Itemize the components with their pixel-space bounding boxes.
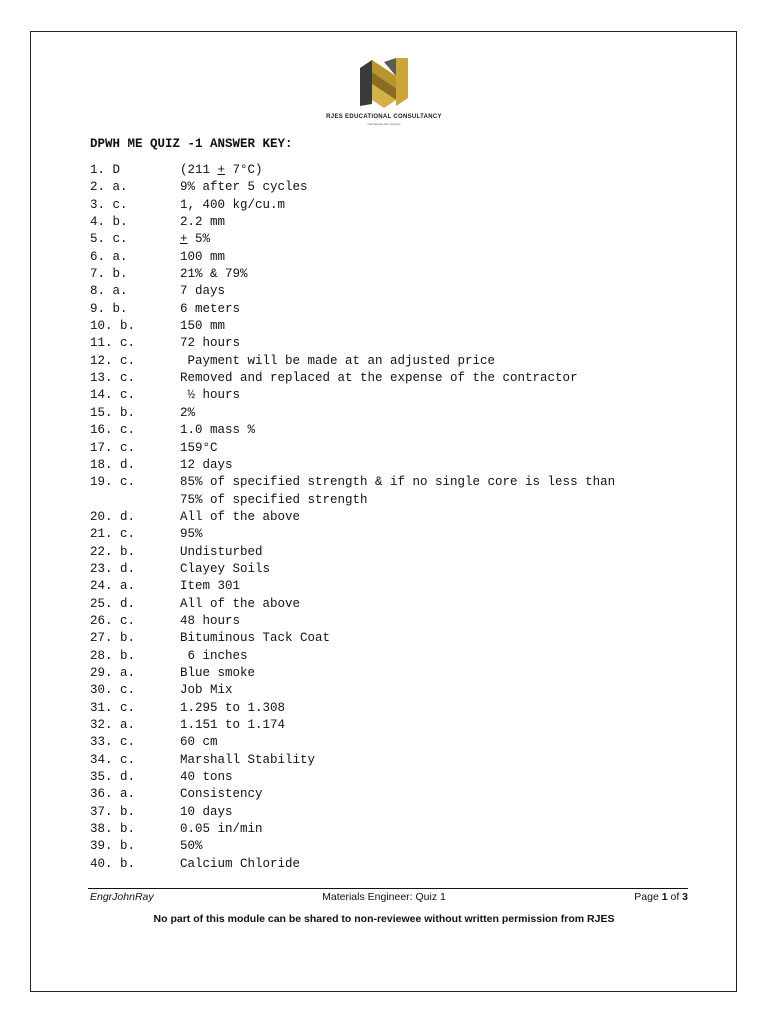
answer-row xyxy=(90,162,615,179)
answer-row xyxy=(90,526,615,543)
answer-row xyxy=(90,578,615,595)
answer-number: 23. d. xyxy=(90,561,136,576)
copyright-notice: No part of this module can be shared to non-reviewee without written permission from RJES xyxy=(153,913,615,925)
answer-text: Item 301 xyxy=(180,579,241,594)
answer-number: 37. b. xyxy=(90,804,136,819)
answer-number: 3. c. xyxy=(90,197,128,212)
answer-text-suffix: 7°C) xyxy=(225,163,263,177)
page-current: 1 xyxy=(661,891,668,903)
answer-text: Job Mix xyxy=(180,683,233,698)
answer-row xyxy=(90,682,615,699)
answer-text: Undisturbed xyxy=(180,544,263,559)
answer-row xyxy=(90,214,615,231)
answer-number: 8. a. xyxy=(90,284,128,299)
answer-row xyxy=(90,648,615,665)
answer-text: 50% xyxy=(180,839,203,854)
answer-text: 40 tons xyxy=(180,770,233,785)
answer-row xyxy=(90,630,615,647)
page-label: Page xyxy=(634,891,662,903)
answer-number: 35. d. xyxy=(90,770,136,785)
footer-divider xyxy=(88,888,688,889)
indent-spacer xyxy=(90,492,180,509)
answer-number: 29. a. xyxy=(90,665,136,680)
answer-number: 1. D xyxy=(90,163,121,177)
answer-number: 5. c. xyxy=(90,232,128,247)
answer-text: 10 days xyxy=(180,804,233,819)
answer-number: 20. d. xyxy=(90,509,136,524)
answer-row xyxy=(90,370,615,387)
answer-number: 33. c. xyxy=(90,735,136,750)
answer-row xyxy=(90,665,615,682)
answer-number: 27. b. xyxy=(90,631,136,646)
answer-number: 26. c. xyxy=(90,613,136,628)
answer-row xyxy=(90,405,615,422)
answer-text: 1.0 mass % xyxy=(180,423,256,438)
answer-number: 36. a. xyxy=(90,787,136,802)
answer-row xyxy=(90,318,615,335)
answer-number: 19. c. xyxy=(90,475,136,490)
answer-text: 21% & 79% xyxy=(180,267,248,282)
answer-text: 85% of specified strength & if no single core is less than xyxy=(180,475,616,490)
answer-row xyxy=(90,197,615,214)
answer-row xyxy=(90,561,615,578)
answer-text: Bituminous Tack Coat xyxy=(180,631,331,646)
answer-text: 9% after 5 cycles xyxy=(180,180,308,195)
answer-text: 159°C xyxy=(180,440,218,455)
answer-text: 6 inches xyxy=(180,648,248,663)
answer-row xyxy=(90,249,615,266)
brand-tagline: Our Review Our Journey xyxy=(367,122,401,126)
answer-row-continuation xyxy=(90,492,615,509)
answer-row xyxy=(90,769,615,786)
footer-course: Materials Engineer: Quiz 1 xyxy=(322,891,446,903)
page-total: 3 xyxy=(682,891,688,903)
answer-row xyxy=(90,335,615,352)
answer-number: 10. b. xyxy=(90,319,136,334)
answer-row xyxy=(90,301,615,318)
answer-text: 100 mm xyxy=(180,249,226,264)
answer-row xyxy=(90,474,615,491)
footer-author: EngrJohnRay xyxy=(90,891,154,903)
answer-row xyxy=(90,353,615,370)
answer-text: 150 mm xyxy=(180,319,226,334)
answer-row xyxy=(90,440,615,457)
answer-row xyxy=(90,509,615,526)
answer-number: 31. c. xyxy=(90,700,136,715)
answer-text: 1, 400 kg/cu.m xyxy=(180,197,286,212)
answer-text: ½ hours xyxy=(180,388,241,403)
answer-row xyxy=(90,804,615,821)
answer-number: 18. d. xyxy=(90,457,136,472)
answer-number: 38. b. xyxy=(90,822,136,837)
answer-number: 9. b. xyxy=(90,301,128,316)
answer-number: 12. c. xyxy=(90,353,136,368)
answer-text: Calcium Chloride xyxy=(180,856,301,871)
answer-text: Payment will be made at an adjusted price xyxy=(180,353,496,368)
page-of: of xyxy=(667,891,683,903)
answer-text: 1.295 to 1.308 xyxy=(180,700,286,715)
answer-row xyxy=(90,283,615,300)
answer-number: 15. b. xyxy=(90,405,136,420)
answer-text: 72 hours xyxy=(180,336,241,351)
answer-text: Blue smoke xyxy=(180,665,256,680)
answer-text: Marshall Stability xyxy=(180,752,316,767)
answer-number: 21. c. xyxy=(90,527,136,542)
answer-number: 13. c. xyxy=(90,371,136,386)
answer-row xyxy=(90,786,615,803)
answer-text xyxy=(180,231,210,248)
answer-text-suffix: 5% xyxy=(187,232,211,247)
answer-row xyxy=(90,821,615,838)
answer-row xyxy=(90,179,615,196)
answer-list xyxy=(90,162,615,873)
answer-text: Consistency xyxy=(180,787,263,802)
answer-text: 12 days xyxy=(180,457,233,472)
answer-text: Removed and replaced at the expense of the contractor xyxy=(180,371,578,386)
answer-number: 32. a. xyxy=(90,718,136,732)
answer-text: 48 hours xyxy=(180,613,241,628)
rjes-logo-icon xyxy=(356,54,412,110)
answer-text: 0.05 in/min xyxy=(180,822,263,837)
answer-text: 1.151 to 1.174 xyxy=(180,718,286,732)
answer-number: 16. c. xyxy=(90,423,136,438)
answer-number: 39. b. xyxy=(90,839,136,854)
answer-row xyxy=(90,856,615,873)
answer-number: 24. a. xyxy=(90,579,136,594)
answer-text: 6 meters xyxy=(180,301,241,316)
answer-text: 2% xyxy=(180,405,196,420)
answer-number: 30. c. xyxy=(90,683,136,698)
answer-text-prefix: (211 xyxy=(180,163,218,177)
plus-minus-sign: + xyxy=(217,163,226,177)
answer-number: 7. b. xyxy=(90,267,128,282)
answer-number: 14. c. xyxy=(90,388,136,403)
answer-number: 40. b. xyxy=(90,856,136,871)
answer-text: 95% xyxy=(180,527,203,542)
answer-row xyxy=(90,717,615,734)
answer-row xyxy=(90,266,615,283)
answer-number: 11. c. xyxy=(90,336,136,351)
answer-text xyxy=(180,162,263,179)
answer-text: All of the above xyxy=(180,509,301,524)
answer-row xyxy=(90,838,615,855)
answer-text: 75% of specified strength xyxy=(180,492,368,507)
answer-number: 4. b. xyxy=(90,215,128,230)
answer-number: 6. a. xyxy=(90,249,128,264)
plus-minus-sign: + xyxy=(180,232,188,247)
answer-number: 28. b. xyxy=(90,648,136,663)
answer-text: All of the above xyxy=(180,596,301,611)
answer-row xyxy=(90,457,615,474)
answer-text: 60 cm xyxy=(180,735,218,750)
page-title: DPWH ME QUIZ -1 ANSWER KEY: xyxy=(90,137,293,151)
answer-text: Clayey Soils xyxy=(180,561,271,576)
answer-row xyxy=(90,544,615,561)
answer-number: 34. c. xyxy=(90,752,136,767)
answer-row xyxy=(90,752,615,769)
answer-row xyxy=(90,387,615,404)
answer-number: 2. a. xyxy=(90,180,128,195)
footer-page-number xyxy=(634,891,688,903)
brand-name: RJES EDUCATIONAL CONSULTANCY xyxy=(326,114,442,120)
answer-row xyxy=(90,734,615,751)
answer-row xyxy=(90,231,615,248)
answer-row xyxy=(90,613,615,630)
answer-row xyxy=(90,422,615,439)
answer-row xyxy=(90,700,615,717)
answer-number: 22. b. xyxy=(90,544,136,559)
answer-number: 25. d. xyxy=(90,596,136,611)
answer-row xyxy=(90,596,615,613)
answer-text: 7 days xyxy=(180,284,226,299)
answer-text: 2.2 mm xyxy=(180,215,226,230)
answer-number: 17. c. xyxy=(90,440,136,455)
